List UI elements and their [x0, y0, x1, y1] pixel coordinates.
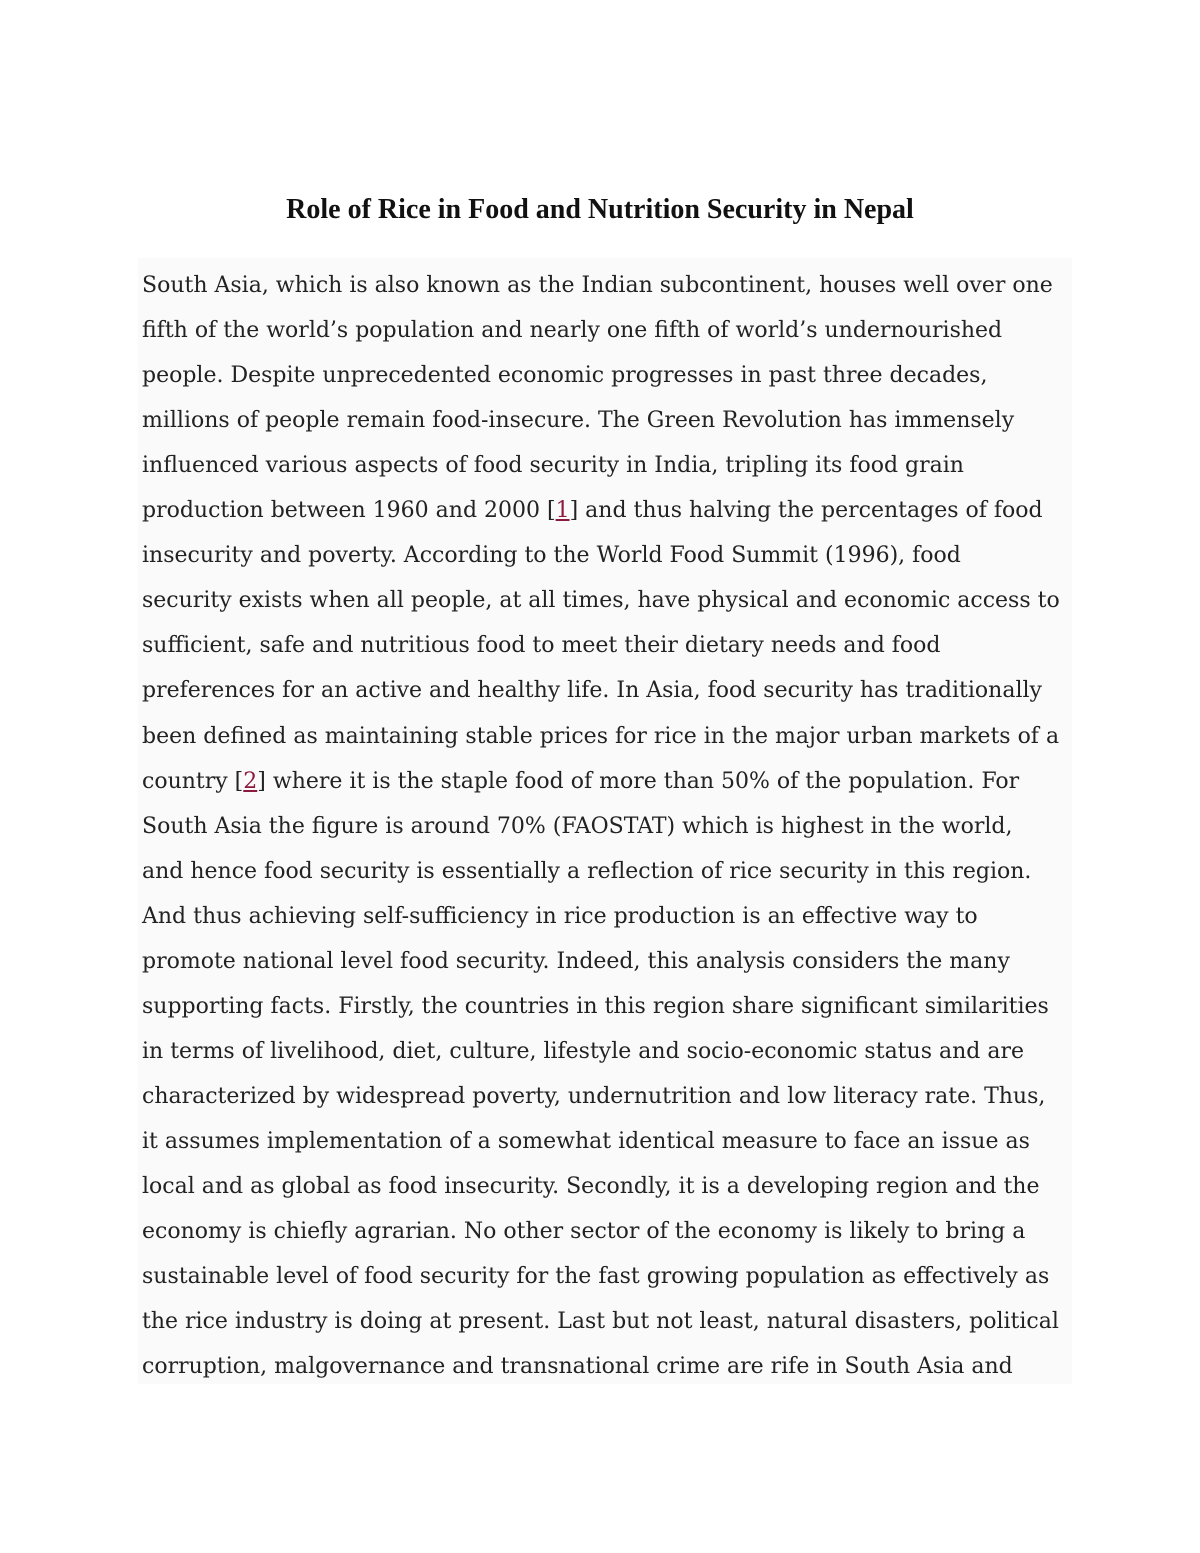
text-line: sustainable level of food security for the fast growing population as effectively as	[142, 1264, 1050, 1289]
text-line: South Asia, which is also known as the Indian subcontinent, houses well over one	[142, 273, 1053, 298]
text-span: ] where it is the staple food of more than 50% of the population. For	[257, 769, 1020, 794]
text-line: South Asia the figure is around 70% (FAOSTAT) which is highest in the world,	[142, 814, 1013, 839]
text-span: ] and thus halving the percentages of food	[569, 498, 1043, 523]
text-line: the rice industry is doing at present. Last but not least, natural disasters, political	[142, 1309, 1059, 1334]
text-line: And thus achieving self-sufficiency in rice production is an effective way to	[142, 904, 978, 929]
text-line: corruption, malgovernance and transnational crime are rife in South Asia and	[142, 1354, 1013, 1379]
text-line: sufficient, safe and nutritious food to meet their dietary needs and food	[142, 633, 941, 658]
text-line: people. Despite unprecedented economic progresses in past three decades,	[142, 363, 988, 388]
text-line	[142, 762, 1019, 802]
text-line: economy is chiefly agrarian. No other sector of the economy is likely to bring a	[142, 1219, 1026, 1244]
text-line: been defined as maintaining stable prices for rice in the major urban markets of a	[142, 724, 1060, 749]
text-line	[142, 491, 1043, 531]
text-line: promote national level food security. Indeed, this analysis considers the many	[142, 949, 1010, 974]
text-line: preferences for an active and healthy life. In Asia, food security has traditionally	[142, 678, 1042, 703]
text-line: insecurity and poverty. According to the World Food Summit (1996), food	[142, 543, 961, 568]
text-line: local and as global as food insecurity. Secondly, it is a developing region and the	[142, 1174, 1040, 1199]
reference-link[interactable]: 2	[243, 769, 258, 794]
document-title: Role of Rice in Food and Nutrition Security in Nepal	[286, 194, 914, 225]
text-span: production between 1960 and 2000 [	[142, 498, 556, 523]
text-line: supporting facts. Firstly, the countries in this region share significant similarities	[142, 994, 1049, 1019]
reference-link[interactable]: 1	[555, 498, 570, 523]
text-line: fifth of the world’s population and nearly one fifth of world’s undernourished	[142, 318, 1003, 343]
text-line: it assumes implementation of a somewhat identical measure to face an issue as	[142, 1129, 1030, 1154]
text-line: characterized by widespread poverty, undernutrition and low literacy rate. Thus,	[142, 1084, 1046, 1109]
text-line: security exists when all people, at all times, have physical and economic access to	[142, 588, 1060, 613]
text-line: millions of people remain food-insecure. The Green Revolution has immensely	[142, 408, 1015, 433]
text-line: influenced various aspects of food security in India, tripling its food grain	[142, 453, 964, 478]
text-line: and hence food security is essentially a reflection of rice security in this region.	[142, 859, 1032, 884]
text-span: country [	[142, 769, 244, 794]
text-line: in terms of livelihood, diet, culture, lifestyle and socio-economic status and are	[142, 1039, 1024, 1064]
